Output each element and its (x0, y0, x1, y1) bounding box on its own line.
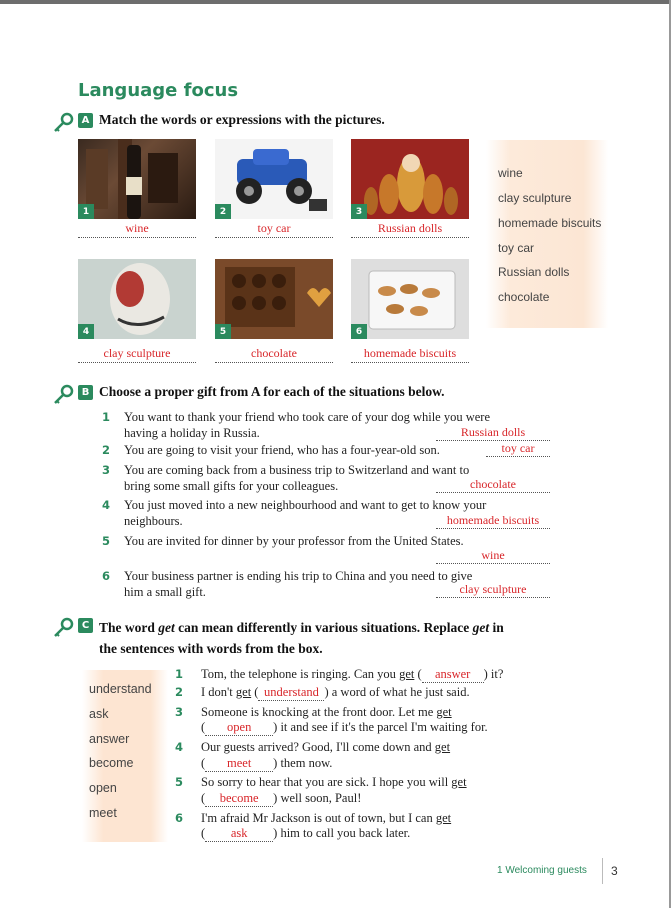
sentence-1-answer: answer (422, 667, 484, 683)
picture-clay-sculpture (78, 259, 196, 339)
page-number: 3 (611, 864, 618, 878)
section-c-badge: C (78, 618, 93, 633)
sentence-4-answer: meet (205, 756, 273, 772)
box-word: understand (89, 682, 152, 696)
section-a-badge: A (78, 113, 93, 128)
situation-5-answer: wine (436, 548, 550, 564)
sentence-2-answer: understand (258, 685, 324, 701)
sentence-text: ( (201, 826, 206, 840)
situation-6-line1: Your business partner is ending his trip to China and you need to give (124, 569, 473, 583)
sentence-5-line1 (201, 775, 467, 790)
sentence-4-line2 (201, 756, 332, 772)
get-word: get (435, 811, 452, 825)
sentence-text: ( (201, 756, 206, 770)
chapter-label: 1 Welcoming guests (497, 865, 587, 876)
picture-number: 6 (351, 324, 367, 339)
answer-1: wine (78, 221, 196, 238)
picture-number: 2 (215, 204, 231, 219)
key-icon (52, 617, 74, 639)
box-word: ask (89, 707, 109, 721)
sentence-3-line1 (201, 705, 452, 720)
sentence-3-answer: open (205, 720, 273, 736)
instruction-text: in (489, 620, 504, 635)
page-title: Language focus (78, 80, 239, 101)
picture-homemade-biscuits (351, 259, 469, 339)
sentence-6-answer: ask (205, 826, 273, 842)
instruction-text: The word (99, 620, 159, 635)
situation-2-line1: You are going to visit your friend, who has a four-year-old son. (124, 443, 440, 457)
sentence-text: ( (201, 720, 206, 734)
sentence-text: So sorry to hear that you are sick. I hope you will (201, 775, 452, 789)
sentence-6-line1 (201, 811, 451, 826)
box-word: answer (89, 732, 130, 746)
situation-6-line2: him a small gift. (124, 585, 206, 599)
situation-2-answer: toy car (486, 441, 550, 457)
answer-6: homemade biscuits (351, 346, 469, 363)
box-word: open (89, 781, 117, 795)
sentence-text: I don't (201, 685, 236, 699)
sentence-text: ) them now. (273, 756, 333, 770)
sentence-text: Tom, the telephone is ringing. Can you (201, 667, 400, 681)
sentence-text: Someone is knocking at the front door. Let me (201, 705, 437, 719)
picture-toy-car (215, 139, 333, 219)
sentence-text: ( (201, 791, 206, 805)
sentence-6-line2 (201, 826, 410, 842)
situation-4-line1: You just moved into a new neighbourhood and want to get to know your (124, 498, 487, 512)
sentence-2 (201, 685, 470, 701)
word-box-c (82, 670, 168, 842)
item-number: 1 (175, 667, 184, 681)
picture-number: 1 (78, 204, 94, 219)
word-box-item: Russian dolls (498, 265, 570, 279)
sentence-text: ) it? (483, 667, 504, 681)
item-number: 6 (175, 811, 184, 825)
sentence-3-line2 (201, 720, 488, 736)
situation-6-answer: clay sculpture (436, 582, 550, 598)
answer-4: clay sculpture (78, 346, 196, 363)
picture-wine (78, 139, 196, 219)
item-number: 2 (175, 685, 184, 699)
get-word: get (434, 740, 451, 754)
sentence-text: I'm afraid Mr Jackson is out of town, but I can (201, 811, 436, 825)
word-box-a (486, 140, 608, 328)
get-word: get (235, 685, 252, 699)
picture-russian-dolls (351, 139, 469, 219)
sentence-text: ) it and see if it's the parcel I'm waiting for. (273, 720, 488, 734)
situation-5-line1: You are invited for dinner by your professor from the United States. (124, 534, 464, 548)
key-icon (52, 384, 74, 406)
instruction-get: get (472, 620, 490, 635)
section-a-header (52, 112, 385, 134)
situation-1-answer: Russian dolls (436, 425, 550, 441)
section-b-badge: B (78, 385, 93, 400)
item-number: 4 (102, 498, 111, 512)
section-c-header (52, 617, 552, 659)
section-b-instruction: Choose a proper gift from A for each of the situations below. (99, 384, 445, 399)
item-number: 3 (175, 705, 184, 719)
sentence-5-answer: become (205, 791, 273, 807)
situation-1-line2: having a holiday in Russia. (124, 426, 260, 440)
situation-4-line2: neighbours. (124, 514, 183, 528)
sentence-text: ) well soon, Paul! (273, 791, 362, 805)
picture-number: 3 (351, 204, 367, 219)
item-number: 6 (102, 569, 111, 583)
picture-number: 4 (78, 324, 94, 339)
situation-4-answer: homemade biscuits (436, 513, 550, 529)
sentence-text: ) him to call you back later. (273, 826, 411, 840)
answer-2: toy car (215, 221, 333, 238)
item-number: 4 (175, 740, 184, 754)
sentence-1 (201, 667, 503, 683)
word-box-item: toy car (498, 241, 535, 255)
section-c-instruction (99, 617, 504, 659)
item-number: 3 (102, 463, 111, 477)
item-number: 1 (102, 410, 111, 424)
sentence-text: Our guests arrived? Good, I'll come down and (201, 740, 435, 754)
box-word: become (89, 756, 134, 770)
get-word: get (399, 667, 415, 681)
key-icon (52, 112, 74, 134)
top-bar (0, 0, 671, 4)
answer-3: Russian dolls (351, 221, 469, 238)
instruction-get: get (158, 620, 175, 635)
sentence-text: ) a word of what he just said. (324, 685, 470, 699)
instruction-text: the sentences with words from the box. (99, 641, 323, 656)
picture-chocolate (215, 259, 333, 339)
get-word: get (436, 705, 452, 719)
section-a-instruction: Match the words or expressions with the pictures. (99, 112, 385, 127)
sentence-text: ( (251, 685, 259, 699)
situation-3-answer: chocolate (436, 477, 550, 493)
footer-divider (602, 858, 603, 884)
picture-number: 5 (215, 324, 231, 339)
sentence-4-line1 (201, 740, 450, 755)
word-box-item: clay sculpture (498, 191, 572, 205)
situation-1-line1: You want to thank your friend who took care of your dog while you were (124, 410, 491, 424)
word-box-item: wine (498, 166, 523, 180)
situation-3-line2: bring some small gifts for your colleagues. (124, 479, 339, 493)
word-box-item: chocolate (498, 290, 550, 304)
item-number: 2 (102, 443, 111, 457)
situation-3-line1: You are coming back from a business trip to Switzerland and want to (124, 463, 470, 477)
answer-5: chocolate (215, 346, 333, 363)
get-word: get (451, 775, 467, 789)
sentence-5-line2 (201, 791, 361, 807)
sentence-text: ( (414, 667, 422, 681)
word-box-item: homemade biscuits (498, 216, 602, 230)
instruction-text: can mean differently in various situations. Replace (174, 620, 473, 635)
section-b-header (52, 384, 445, 406)
box-word: meet (89, 806, 117, 820)
item-number: 5 (102, 534, 111, 548)
item-number: 5 (175, 775, 184, 789)
